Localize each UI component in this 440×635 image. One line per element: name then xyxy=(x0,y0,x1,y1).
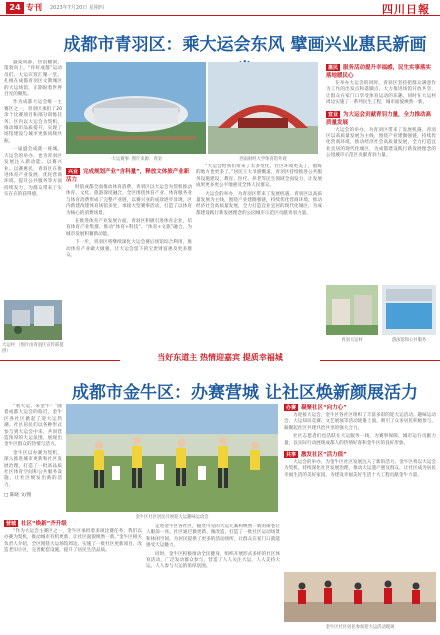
page-header xyxy=(0,0,440,16)
article1-title: 成都市青羽区：乘大运会东风 擘画兴业惠民新画 xyxy=(63,35,427,55)
article2-column-b xyxy=(146,524,280,628)
article2-sec1-text2: 走进金牛区各社区，随处可见的大运元素和焕然一新的街巷让人眼前一亮。社区通过微更新、微改造，打造了一批社区运动场景和休闲空间，为居民提供了更多的活动场所，让群众在家门口就能感受大运魅力。 xyxy=(146,524,280,549)
article2-sec3-heading xyxy=(284,450,436,458)
article1-sec2-text: 在举办大运会的同时，青羽区坚持把群众满意作为工作的出发点和落脚点，大力推进场馆开放共享，让群众在家门口享受体育运动的乐趣。同时在大运村周边实施了一系列民生工程，城市面貌焕然一新。 xyxy=(326,81,436,106)
issue-date: 2023年7月20日 星期四 xyxy=(50,5,104,11)
article1-sec2-title: 服务活动提升幸福感，民生实事落实落地暖民心 xyxy=(326,65,432,79)
article2-column-a xyxy=(4,516,142,628)
article2-sec2-tag: 办赛 xyxy=(286,405,297,411)
article2-title: 成都市金牛区：办赛营城 让社区焕新颜展活力 xyxy=(72,383,418,403)
article1-sec3-text-right: 大运会的举办，为青羽区带来了发展机遇。青羽区以高质量发展为主线，围绕产业建圈强链，持续优化营商环境，推动经济社会高质量发展，全力打造宜业宜居的现代化城区，为成都建设践行新发展理念的公园城市示范区贡献青羽力量。 xyxy=(326,127,436,159)
article2-column-c xyxy=(284,400,436,568)
article2-intro-column xyxy=(4,404,62,504)
article1-photo-village xyxy=(326,285,378,335)
section-name: 专刊 xyxy=(26,3,42,12)
article2-photo-sports-caption: 金牛区社区居民开展迎大运趣味运动会 xyxy=(135,515,209,520)
article1-column-a xyxy=(66,164,192,344)
article2-sec1-heading xyxy=(4,519,142,527)
article2-sec1-title: 社区“焕新”齐升级 xyxy=(21,521,67,527)
article1-intro2: 作为成都大运会唯一主赛区之一，青羽区承担了20余个比赛项目和部分训练任务。区内以大运会为契机，推动城市品质提升，实现了场馆建设与城市更新同频共振。 xyxy=(4,100,62,144)
article2-photo-sports xyxy=(66,404,278,512)
article1-sec3-text: 大运会的举办，为青羽区带来了发展机遇。青羽区以高质量发展为主线，围绕产业建圈强链，持续优化营商环境，推动经济社会高质量发展，全力打造宜业宜居的现代化城区，为成都建设践行新发展理念的公园城市示范区贡献青羽力量。 xyxy=(196,191,322,216)
page-number: 24 xyxy=(6,2,24,14)
article1-sec3-tag: 宜业 xyxy=(328,111,339,118)
article2-sec2-text2: 社区志愿者们也活跃在大运服务一线，为赛事保障、城市运行贡献力量，以实际行动展现成都人的热情好客和金牛区的良好形象。 xyxy=(284,434,436,446)
article1-sec2-text2: “大运会给我们带来了太多变化，社区环境更美了，锻炼的地方也更多了。”居民王大爷感慨道。青羽区持续推进公共服务设施建设，教育、医疗、养老等民生领域全面发力，让发展成果更多更公平地惠及全体人民群众。 xyxy=(196,164,322,189)
article2-sec3-title: 激发社区“活力值” xyxy=(301,452,347,459)
article2-author: □ 陈晓 文/图 xyxy=(4,493,32,499)
article1-column-c xyxy=(326,60,436,280)
article1-sec1-tag: 兴业 xyxy=(68,169,79,175)
article1-sec1-text: 时值成都全面推动体育消费，青羽区以大运会为契机推动体育、文化、旅游深度融合，全区围绕体育产业、体育服务业与体育消费形成了完整产业链，以赛兴业的成效逐步显现。区内新建改建体育场馆多处，承接大型赛事活动，打造了以体育为核心的消费场景。 xyxy=(66,185,192,216)
article1-sec2-tag: 惠民 xyxy=(328,65,339,71)
article2-intro: “看大运，来金牛！”随着成都大运会的临近，金牛区各社区掀起了迎大运热潮。社区居民们以各种形式参与到大运会中来，共同营造浓厚的大运氛围，展现出金牛区群众的热情与活力。 xyxy=(4,404,62,448)
article2-sec1-text3: 同时，金牛区积极推动全民健身，组织开展形式多样的社区体育活动，广泛发动群众参与，营造了人人关注大运、人人支持大运、人人参与大运的浓厚氛围。 xyxy=(146,551,280,570)
article1-photo-stadium-caption: ·大运赛事· 图片来源：青羽 xyxy=(110,157,162,162)
left-photo xyxy=(4,300,62,340)
article2-sec2-heading xyxy=(284,403,436,411)
article2-sec3-text: 大运会的举办，为金牛区社区发展注入了新的活力。金牛区将以大运会为契机，持续深化社区发展治理，推动大运遗产惠及群众，让社区成为居民幸福生活的美好家园，为建设幸福美好生活十大工程贡献金牛力量。 xyxy=(284,460,436,478)
article1-sec3-heading xyxy=(326,110,436,126)
article1-photo-pool xyxy=(382,285,436,335)
article1-sec2-heading xyxy=(326,63,436,79)
article1-photo-stadium xyxy=(66,62,206,154)
newspaper-logo: 四川日報 xyxy=(382,3,430,16)
article1-photo-pool-caption: 游泳馆和公共服务 xyxy=(391,338,427,343)
article1-photo-village-caption: 青羽大运村 xyxy=(341,338,363,343)
article1-sec1-heading xyxy=(66,167,192,183)
article1-photo-building xyxy=(208,62,318,154)
article1-sec3-title: 为大运会贡献青羽力量，全力推动高质量发展 xyxy=(326,111,432,126)
article2-sec3-tag: 共享 xyxy=(286,452,297,459)
article2-intro2: 金牛区以办赛为契机，深入推进城市更新和社区发展治理，打造了一批高品质社区体育空间和公共服务设施，让社区焕发出新的活力。 xyxy=(4,450,62,488)
article1-intro: 盛夏成都，热浪翻滚，蓬勃向上。“你好成都”运动员们，大运宾客汇聚一堂。扎根在成都青羽区文教城区的大运场馆，正期盼着世界目光的聚焦。 xyxy=(4,60,62,98)
article1-sec1-text2: 在推进体育产业发展方面，青羽区积极引进体育企业，培育体育产业集群，推动“体育+科技”、“体育+文旅”融合，为城市发展积蓄新动能。 xyxy=(66,219,192,237)
article1-column-b xyxy=(196,164,322,344)
article2-sec1-text: “作为大运会主赛区之一，金牛区承担着多项比赛任务，我们以办赛为契机，推动城市有机更新，让社区面貌焕然一新。”金牛区相关负责人介绍，全区围绕大运场馆周边，实施了一批社区更新项目，改造老旧小区，完善配套设施，提升了居民生活品质。 xyxy=(4,529,142,554)
article1-photo-building-caption: 西南财经大学体育馆外观 xyxy=(239,157,287,162)
left-photo-caption: 大运村 （图片由青羽区宣传部提供） xyxy=(2,343,64,354)
article2-sec2-text: 为迎接大运会，金牛区各社区组织了丰富多彩的迎大运活动。趣味运动会、大运知识竞赛、文艺展演等活动轮番上演，吸引了众多居民积极参与，凝聚起社区共建共治共享的强大合力。 xyxy=(284,413,436,431)
article2-sec1-tag: 营城 xyxy=(6,521,17,527)
article1-sec1-title: 完成规划产业“含科量”，释放文体旅产业新活力 xyxy=(66,169,190,183)
article2-photo-community-caption: 金牛区社区居民参加迎大运活动现场 xyxy=(325,625,395,630)
article1-sec3-text2: 下一步，青羽区将继续深化大运会赛后场馆综合利用，推动体育产业做大做强，让大运会留下的宝贵财富惠及更多群众。 xyxy=(66,240,192,259)
divider-slogan: 当好东道主 热情迎嘉宾 提质幸福城 xyxy=(120,352,320,363)
article2-sec2-title: 凝聚社区“向力心” xyxy=(301,405,347,411)
article1-intro-column xyxy=(4,60,62,325)
article1-intro3: 一届盛会成就一座城。大运会的举办，也为青羽区发展注入新动能。以赛兴业、以赛惠民，青羽区在推进体育产业发展、优化营商环境、提升公共服务等方面持续发力，为群众带来了实实在在的获得感。 xyxy=(4,147,62,198)
article2-photo-community xyxy=(284,572,436,622)
